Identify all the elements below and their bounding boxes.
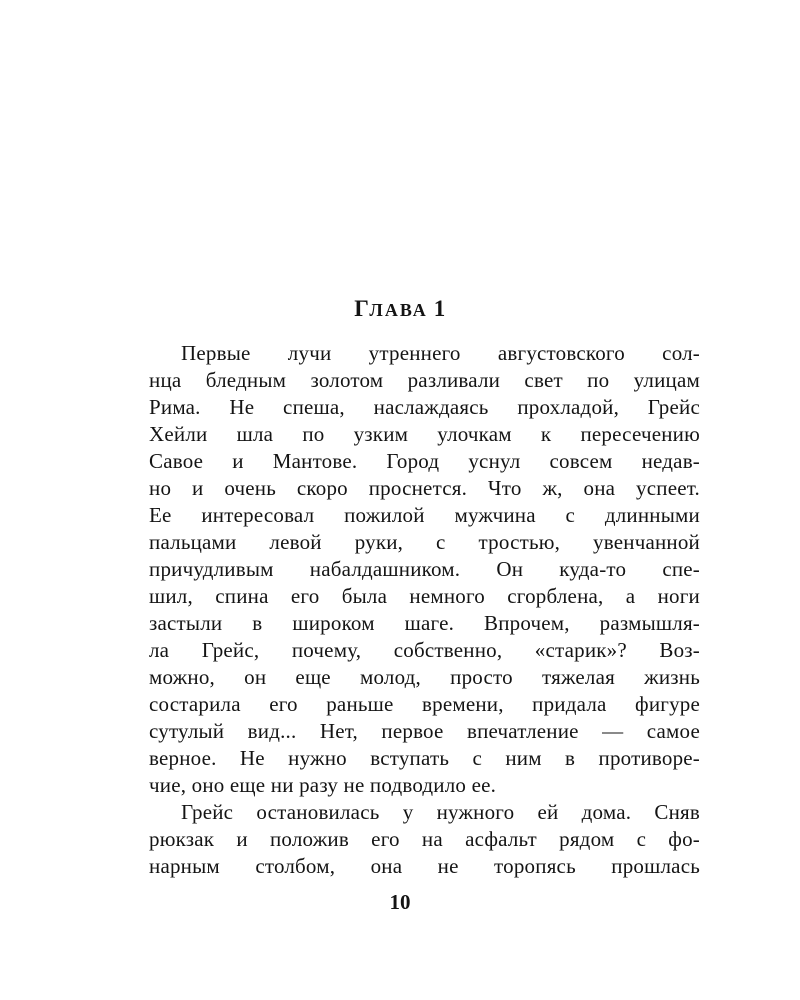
text-line: чие, оно еще ни разу не подводило ее. — [149, 773, 497, 797]
chapter-title-word: ЛАВА — [369, 300, 428, 320]
text-line: но и очень скоро проснется. Что ж, она успеет. — [149, 476, 700, 500]
text-line: пальцами левой руки, с тростью, увенчанной — [149, 530, 700, 554]
text-line: рюкзак и положив его на асфальт рядом с фо- — [149, 827, 700, 851]
text-line: можно, он еще молод, просто тяжелая жизнь — [149, 665, 700, 689]
text-line: Савое и Мантове. Город уснул совсем недав- — [149, 449, 700, 473]
chapter-body — [149, 340, 700, 880]
text-line: Ее интересовал пожилой мужчина с длинными — [149, 503, 700, 527]
chapter-title — [0, 294, 800, 325]
chapter-title-initial: Г — [354, 296, 370, 321]
page-number: 10 — [389, 890, 411, 914]
text-line: Хейли шла по узким улочкам к пересечению — [149, 422, 700, 446]
paragraph — [149, 799, 700, 880]
paragraph — [149, 340, 700, 799]
text-line: Грейс остановилась у нужного ей дома. Сняв — [181, 800, 700, 824]
text-line: сутулый вид... Нет, первое впечатление — самое — [149, 719, 700, 743]
text-line: шил, спина его была немного сгорблена, а ноги — [149, 584, 700, 608]
text-line: ла Грейс, почему, собственно, «старик»? Воз- — [149, 638, 700, 662]
text-line: нарным столбом, она не торопясь прошлась — [149, 854, 700, 878]
text-line: верное. Не нужно вступать с ним в противоре- — [149, 746, 700, 770]
text-line: нца бледным золотом разливали свет по улицам — [149, 368, 700, 392]
text-line: застыли в широком шаге. Впрочем, размышля- — [149, 611, 700, 635]
chapter-number: 1 — [433, 296, 446, 321]
text-line: Первые лучи утреннего августовского сол- — [181, 341, 700, 365]
text-line: состарила его раньше времени, придала фигуре — [149, 692, 700, 716]
text-line: Рима. Не спеша, наслаждаясь прохладой, Грейс — [149, 395, 700, 419]
text-line: причудливым набалдашником. Он куда-то спе- — [149, 557, 700, 581]
